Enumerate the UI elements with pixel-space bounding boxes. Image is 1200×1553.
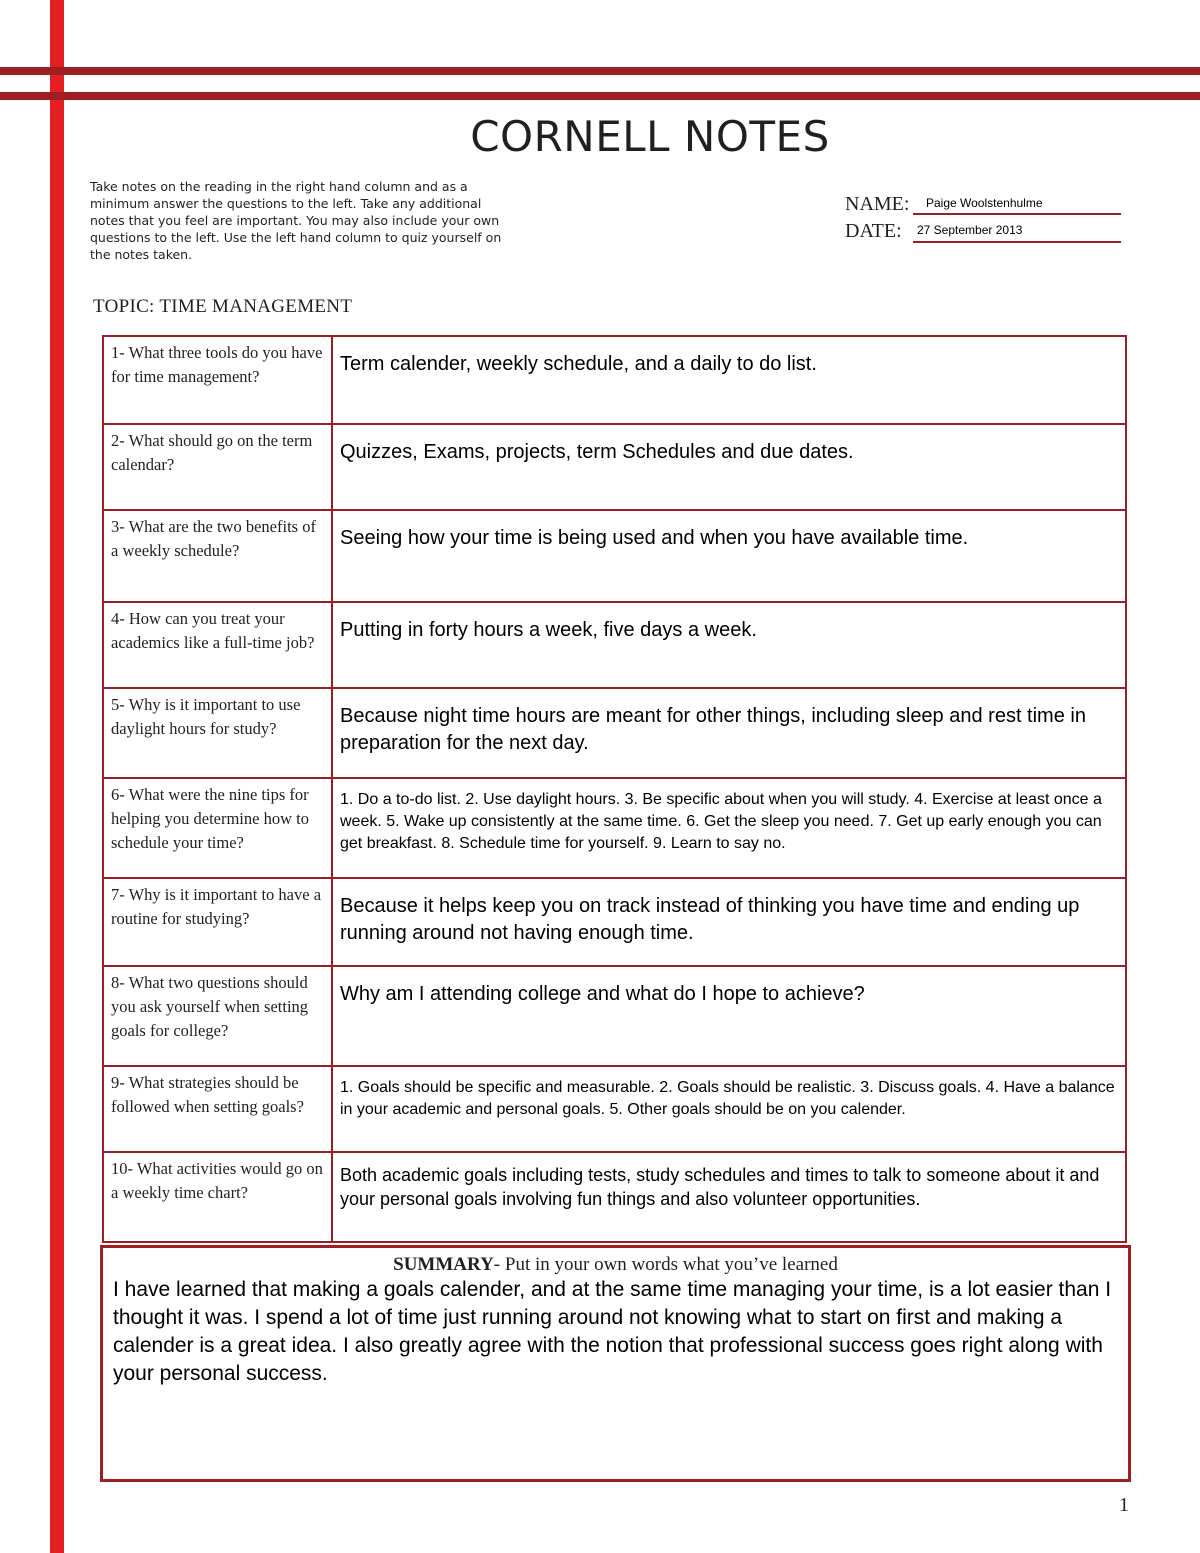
question-cell: 3- What are the two benefits of a weekly schedule? bbox=[103, 510, 332, 602]
table-row bbox=[103, 1152, 1126, 1242]
table-row bbox=[103, 778, 1126, 878]
question-cell: 8- What two questions should you ask yourself when setting goals for college? bbox=[103, 966, 332, 1066]
table-row bbox=[103, 688, 1126, 778]
answer-cell[interactable]: Putting in forty hours a week, five days a week. bbox=[332, 602, 1126, 688]
topic-heading: TOPIC: TIME MANAGEMENT bbox=[93, 296, 353, 317]
top-rule-lower bbox=[0, 92, 1200, 100]
table-row bbox=[103, 1066, 1126, 1152]
summary-text[interactable]: I have learned that making a goals calender, and at the same time managing your time, is a lot easier than I thought it was. I spend a lot of time just running around not knowing what to start on first and making a calender is a great idea. I also greatly agree with the notion that professional success goes right along with your personal success. bbox=[113, 1278, 1112, 1385]
answer-cell[interactable]: Why am I attending college and what do I hope to achieve? bbox=[332, 966, 1126, 1066]
notes-table bbox=[102, 335, 1127, 1243]
question-cell: 6- What were the nine tips for helping you determine how to schedule your time? bbox=[103, 778, 332, 878]
name-value[interactable]: Paige Woolstenhulme bbox=[926, 196, 1043, 210]
table-row bbox=[103, 424, 1126, 510]
question-cell: 10- What activities would go on a weekly time chart? bbox=[103, 1152, 332, 1242]
answer-cell[interactable]: Quizzes, Exams, projects, term Schedules and due dates. bbox=[332, 424, 1126, 510]
vertical-margin-bar bbox=[50, 0, 64, 1553]
date-underline bbox=[913, 241, 1121, 243]
table-row bbox=[103, 878, 1126, 966]
table-row bbox=[103, 966, 1126, 1066]
answer-cell[interactable]: Seeing how your time is being used and when you have available time. bbox=[332, 510, 1126, 602]
question-cell: 2- What should go on the term calendar? bbox=[103, 424, 332, 510]
name-underline bbox=[913, 213, 1121, 215]
summary-label: SUMMARY bbox=[393, 1254, 494, 1275]
question-cell: 7- Why is it important to have a routine for studying? bbox=[103, 878, 332, 966]
answer-cell[interactable]: 1. Do a to-do list. 2. Use daylight hours. 3. Be specific about when you will study. 4. Exercise at least once a week. 5. Wake up consistently at the same time. 6. Get the sleep you need. 7. Get up early enough you can get breakfast. 8. Schedule time for yourself. 9. Learn to say no. bbox=[332, 778, 1126, 878]
question-cell: 9- What strategies should be followed when setting goals? bbox=[103, 1066, 332, 1152]
date-label: DATE: bbox=[845, 220, 902, 242]
page-title: CORNELL NOTES bbox=[470, 112, 830, 161]
page-number: 1 bbox=[1119, 1494, 1129, 1516]
instructions-text: Take notes on the reading in the right hand column and as a minimum answer the questions to the left. Take any additional notes that you feel are important. You may also include your own questions to the left. Use the left hand column to quiz yourself on the notes taken. bbox=[90, 179, 502, 262]
answer-cell[interactable]: Term calender, weekly schedule, and a daily to do list. bbox=[332, 336, 1126, 424]
answer-cell[interactable]: Because it helps keep you on track instead of thinking you have time and ending up running around not having enough time. bbox=[332, 878, 1126, 966]
question-cell: 5- Why is it important to use daylight hours for study? bbox=[103, 688, 332, 778]
answer-cell[interactable]: Because night time hours are meant for other things, including sleep and rest time in preparation for the next day. bbox=[332, 688, 1126, 778]
answer-cell[interactable]: 1. Goals should be specific and measurable. 2. Goals should be realistic. 3. Discuss goals. 4. Have a balance in your academic and personal goals. 5. Other goals should be on you calender. bbox=[332, 1066, 1126, 1152]
table-row bbox=[103, 336, 1126, 424]
summary-box bbox=[100, 1245, 1131, 1482]
summary-heading bbox=[103, 1254, 1128, 1276]
answer-cell[interactable]: Both academic goals including tests, study schedules and times to talk to someone about it and your personal goals involving fun things and also volunteer opportunities. bbox=[332, 1152, 1126, 1242]
table-row bbox=[103, 510, 1126, 602]
question-cell: 1- What three tools do you have for time management? bbox=[103, 336, 332, 424]
question-cell: 4- How can you treat your academics like a full-time job? bbox=[103, 602, 332, 688]
top-rule-upper bbox=[0, 67, 1200, 75]
name-label: NAME: bbox=[845, 193, 910, 215]
date-value[interactable]: 27 September 2013 bbox=[917, 223, 1023, 237]
table-row bbox=[103, 602, 1126, 688]
summary-prompt: - Put in your own words what you’ve learned bbox=[493, 1254, 838, 1275]
